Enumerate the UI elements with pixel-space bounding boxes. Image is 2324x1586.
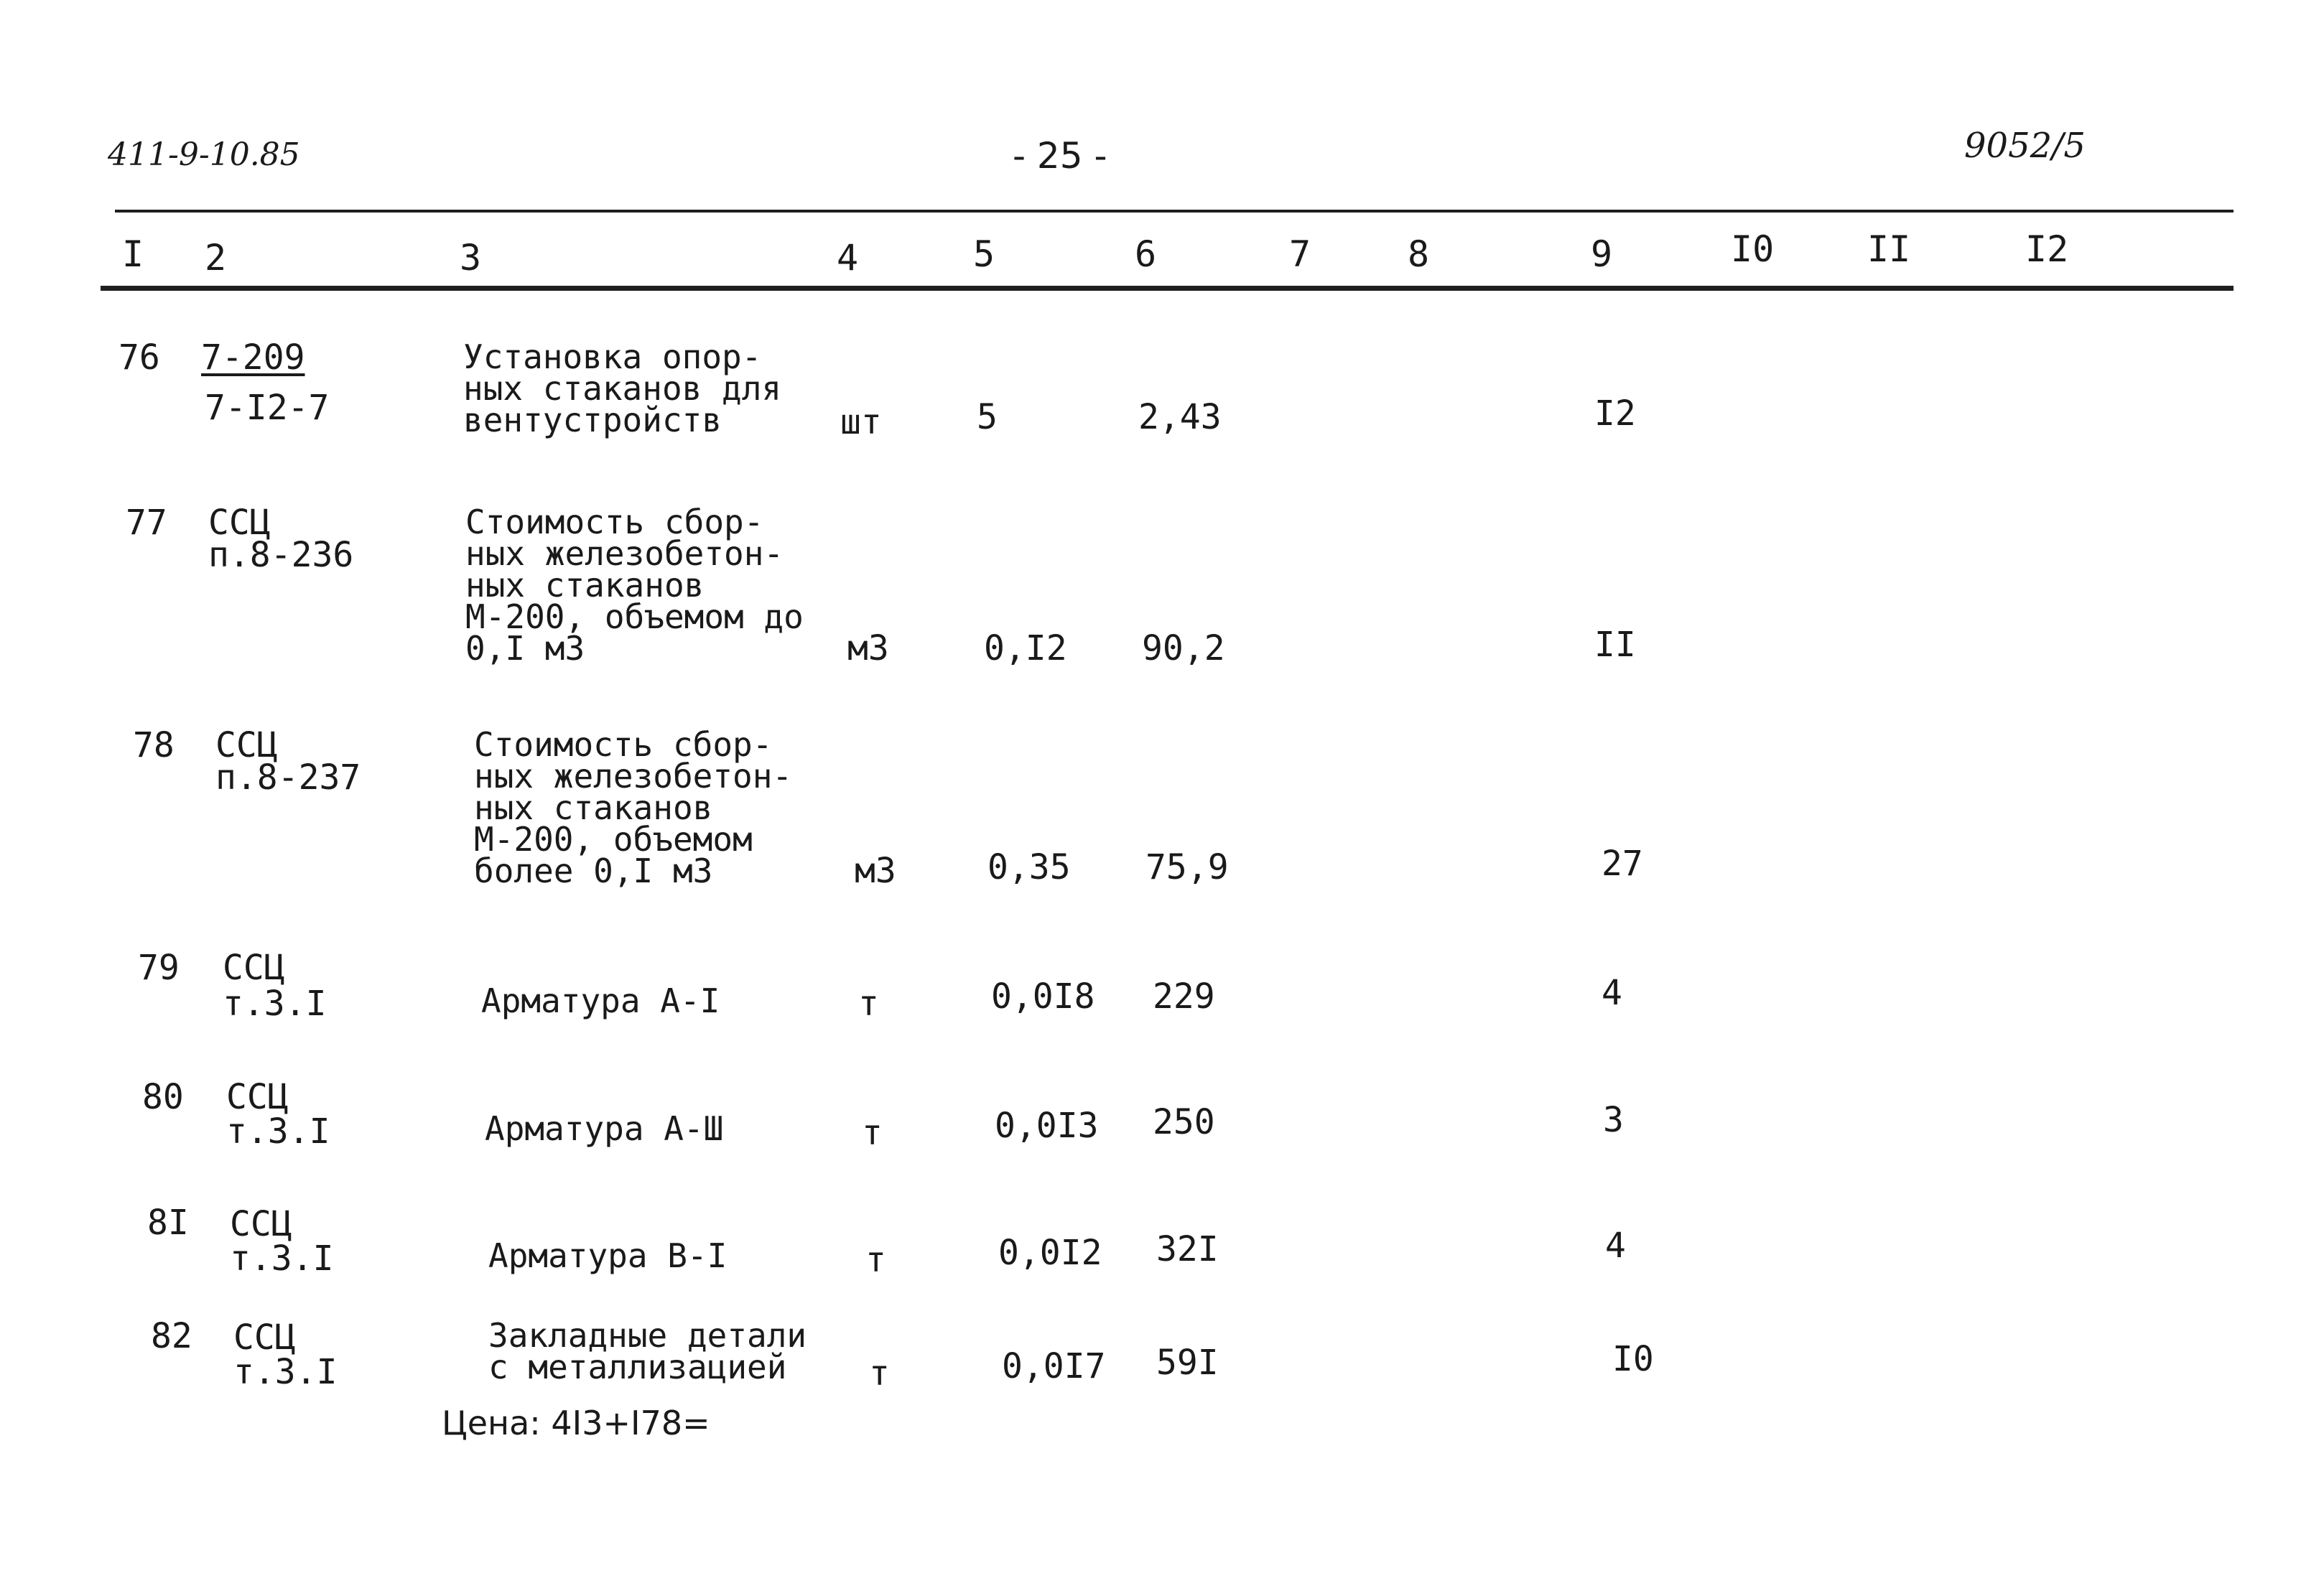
col-header-3: 3 bbox=[460, 237, 482, 279]
col-header-5: 5 bbox=[973, 233, 995, 275]
description: Стоимость сбор- ных железобетон- ных стаканов М-200, объемом до 0,I м3 bbox=[465, 503, 804, 668]
code-top: 7-209 bbox=[201, 337, 305, 378]
code-bottom: т.3.I bbox=[230, 1239, 334, 1279]
top-rule bbox=[115, 210, 2234, 213]
col-header-2: 2 bbox=[205, 237, 227, 279]
quantity: 5 bbox=[977, 397, 998, 437]
col9-value: II bbox=[1594, 625, 1636, 665]
code-bottom: т.3.I bbox=[233, 1352, 338, 1392]
col-header-9: 9 bbox=[1591, 233, 1613, 275]
code-bottom: п.8-237 bbox=[215, 757, 361, 798]
code-top: ССЦ bbox=[233, 1317, 296, 1358]
col-header-6: 6 bbox=[1135, 233, 1157, 275]
col9-value: 27 bbox=[1602, 844, 1643, 884]
code-bottom: т.3.I bbox=[223, 984, 327, 1024]
row-number: 79 bbox=[138, 948, 180, 988]
sheet-mark: 9052/5 bbox=[1964, 126, 2086, 166]
code-top: ССЦ bbox=[208, 503, 271, 543]
description: Закладные детали с металлизацией bbox=[488, 1316, 807, 1386]
unit: т bbox=[858, 984, 879, 1024]
price-note: Цена: 4I3+I78= bbox=[442, 1404, 710, 1442]
col-header-12: I2 bbox=[2025, 228, 2069, 270]
col9-value: 3 bbox=[1603, 1100, 1624, 1140]
col-header-4: 4 bbox=[837, 237, 859, 279]
row-number: 77 bbox=[126, 503, 167, 543]
description: Установка опор- ных стаканов для вентустройств bbox=[463, 337, 782, 439]
unit-price: 59I bbox=[1156, 1343, 1219, 1383]
unit-price: 250 bbox=[1153, 1102, 1215, 1142]
code-bottom: т.3.I bbox=[226, 1111, 330, 1152]
col9-value: I0 bbox=[1612, 1339, 1654, 1379]
quantity: 0,0I3 bbox=[995, 1106, 1099, 1146]
col9-value: I2 bbox=[1594, 393, 1636, 434]
unit-price: 229 bbox=[1153, 976, 1215, 1017]
description: Арматура В-I bbox=[488, 1236, 728, 1275]
quantity: 0,I2 bbox=[984, 628, 1067, 668]
unit: т bbox=[865, 1240, 886, 1280]
col-header-11: II bbox=[1867, 228, 1911, 270]
row-number: 78 bbox=[133, 725, 175, 765]
col-header-1: I bbox=[122, 233, 144, 275]
col9-value: 4 bbox=[1602, 973, 1622, 1013]
col-header-7: 7 bbox=[1289, 233, 1311, 275]
description: Стоимость сбор- ных железобетон- ных стаканов М-200, объемом более 0,I м3 bbox=[474, 725, 793, 890]
unit: м3 bbox=[847, 628, 889, 668]
col-header-8: 8 bbox=[1408, 233, 1430, 275]
row-number: 76 bbox=[118, 337, 160, 378]
unit-price: 32I bbox=[1156, 1229, 1219, 1269]
unit-price: 90,2 bbox=[1142, 628, 1225, 668]
code-bottom: 7-I2-7 bbox=[205, 388, 330, 428]
header-rule bbox=[101, 286, 2234, 291]
quantity: 0,35 bbox=[987, 847, 1071, 887]
code-top: ССЦ bbox=[215, 725, 278, 765]
unit: шт bbox=[840, 402, 882, 442]
unit: т bbox=[862, 1113, 883, 1153]
quantity: 0,0I2 bbox=[998, 1233, 1102, 1273]
row-number: 82 bbox=[151, 1316, 192, 1356]
document-code: 411-9-10.85 bbox=[108, 136, 300, 173]
code-bottom: п.8-236 bbox=[208, 535, 354, 575]
unit: м3 bbox=[855, 851, 896, 891]
unit-price: 2,43 bbox=[1138, 397, 1222, 437]
code-top: ССЦ bbox=[226, 1077, 289, 1117]
col-header-10: I0 bbox=[1731, 228, 1775, 270]
page-number: - 25 - bbox=[1013, 135, 1107, 177]
unit-price: 75,9 bbox=[1145, 847, 1229, 887]
row-number: 80 bbox=[142, 1077, 184, 1117]
description: Арматура А-I bbox=[481, 981, 720, 1020]
col9-value: 4 bbox=[1605, 1226, 1626, 1266]
quantity: 0,0I7 bbox=[1002, 1346, 1106, 1386]
unit: т bbox=[869, 1353, 890, 1394]
quantity: 0,0I8 bbox=[991, 976, 1095, 1017]
description: Арматура А-Ш bbox=[485, 1109, 724, 1148]
row-number: 8I bbox=[147, 1203, 189, 1243]
code-top: ССЦ bbox=[230, 1204, 292, 1244]
code-top: ССЦ bbox=[223, 948, 285, 988]
